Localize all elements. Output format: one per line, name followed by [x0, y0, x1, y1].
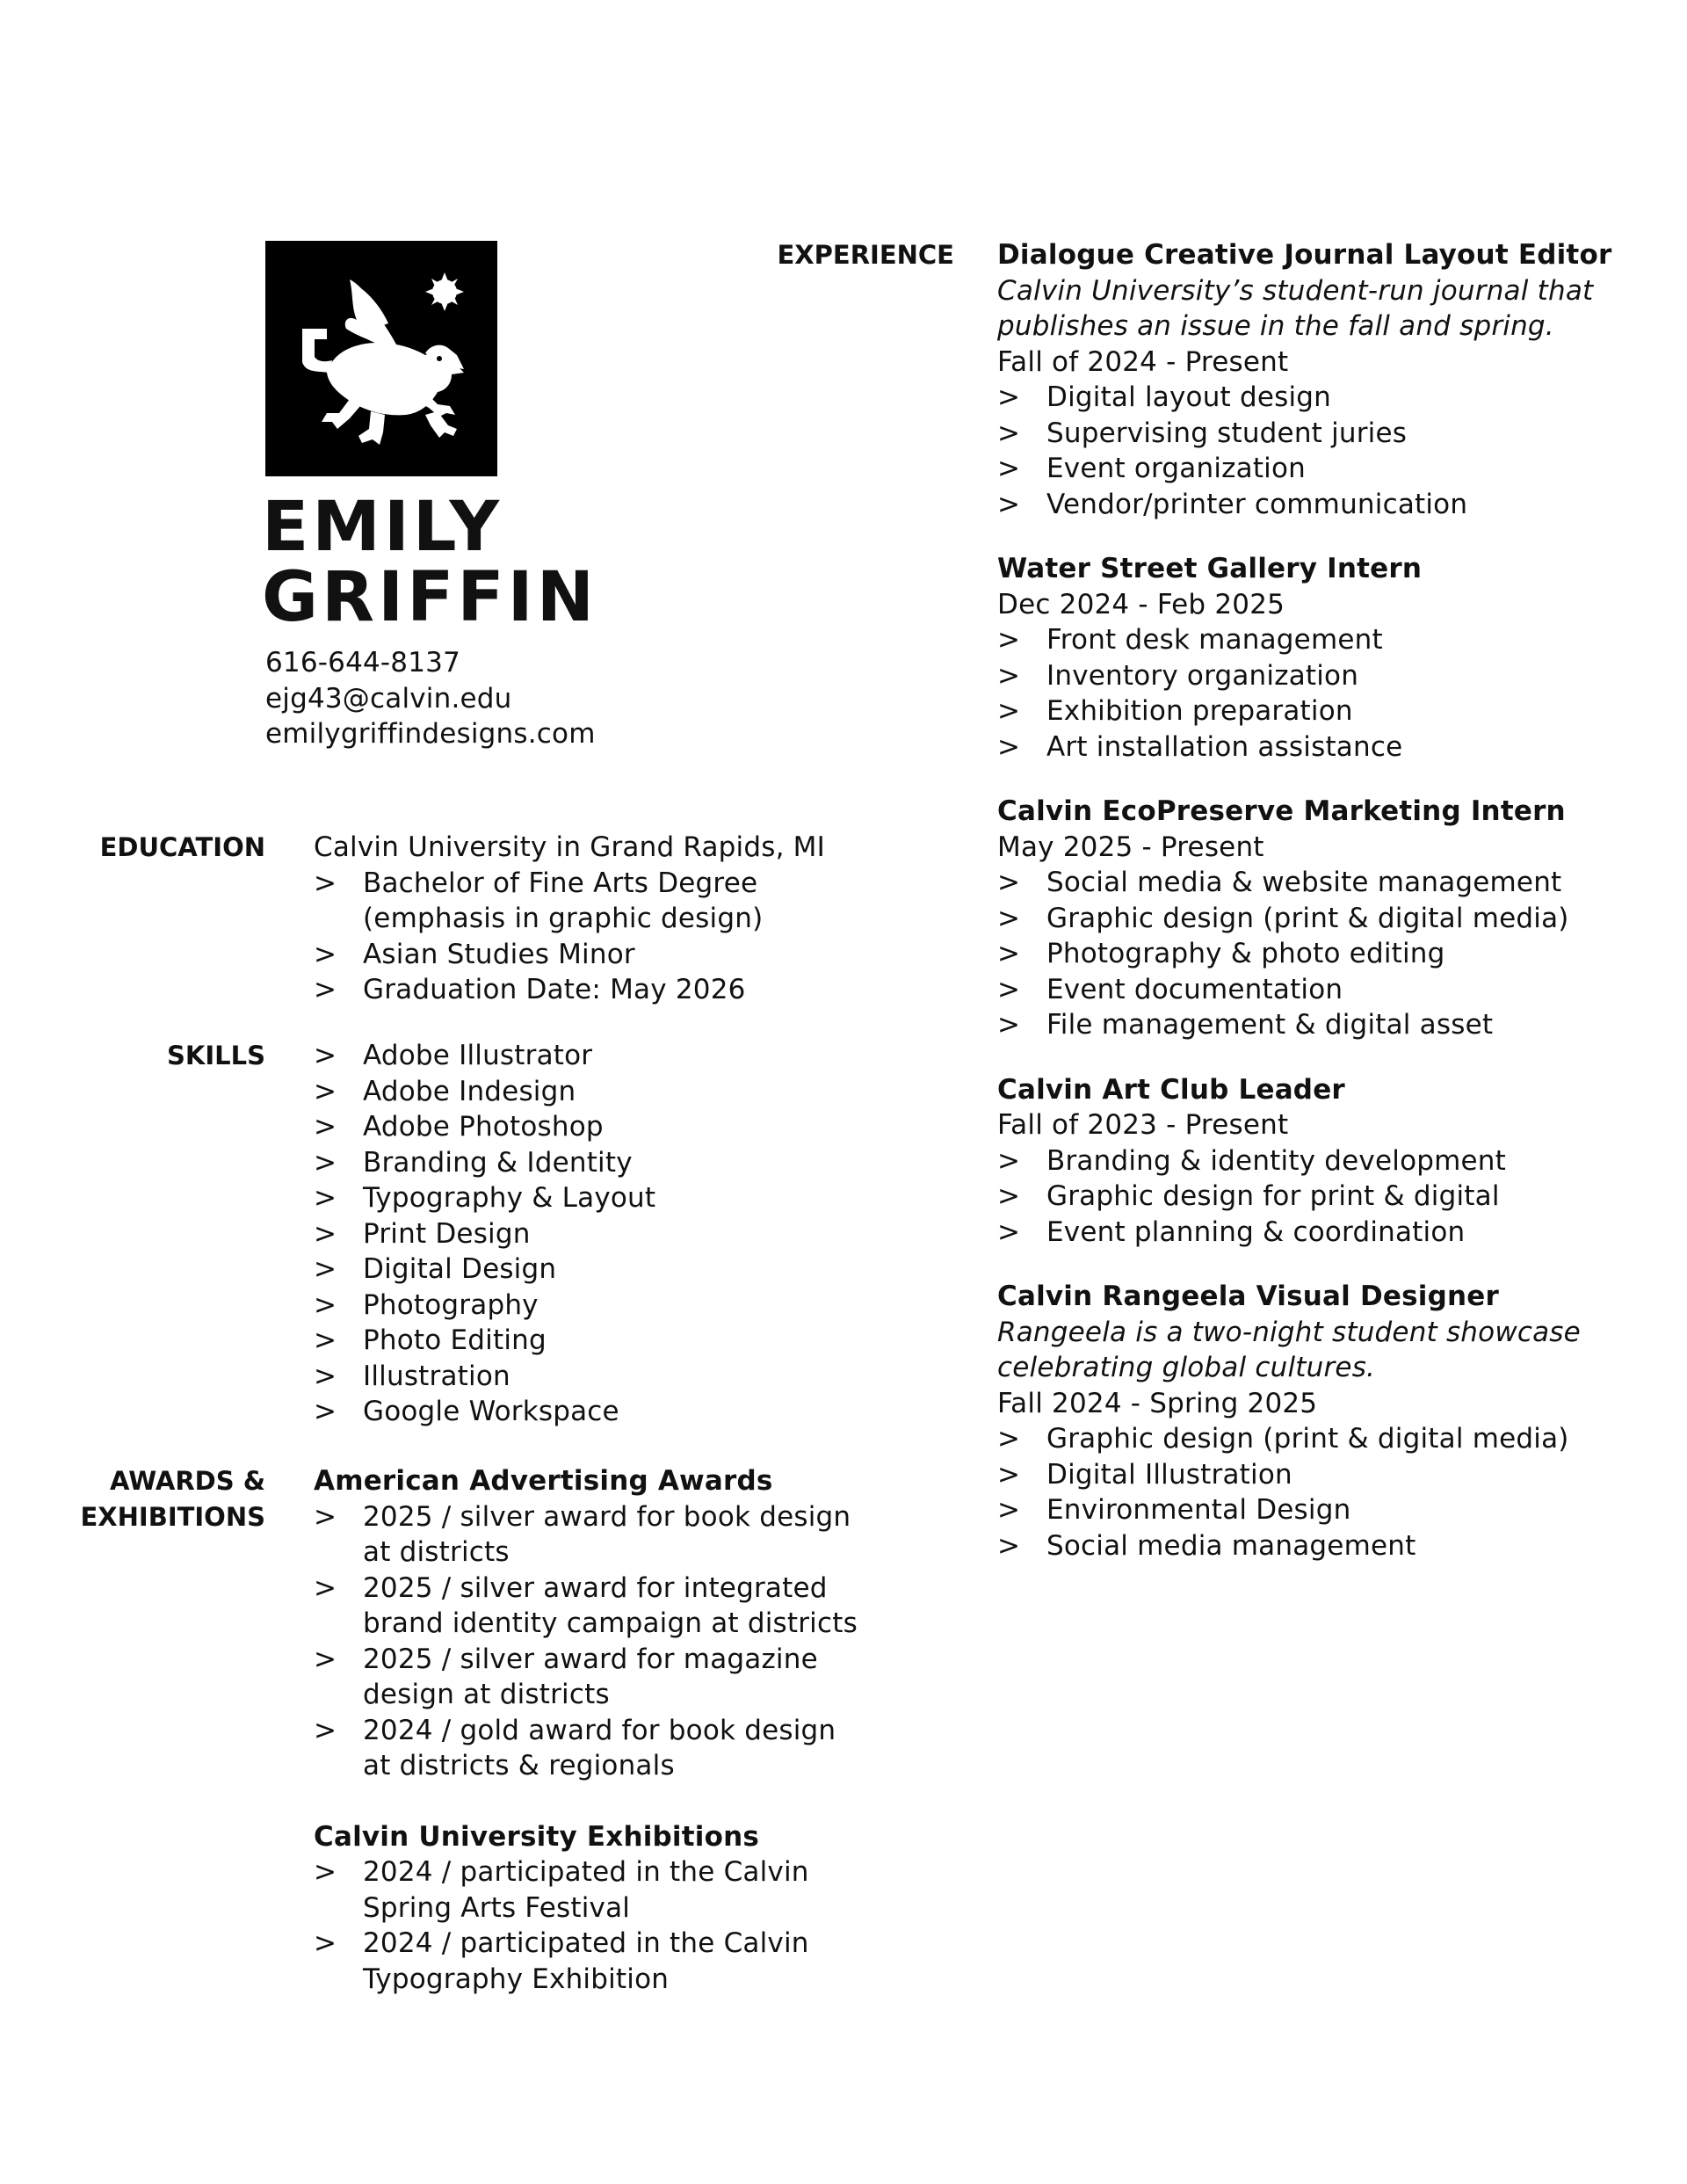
bullet-arrow-icon: > — [997, 659, 1021, 692]
job-duties — [997, 622, 1612, 765]
list-item: > Front desk management — [997, 622, 1612, 658]
exhibitions-list — [314, 1854, 867, 1997]
job-description: Calvin University’s student-run journal that publishes an issue in the fall and spring. — [997, 274, 1594, 342]
list-item: > Illustration — [314, 1359, 876, 1395]
list-item: > Photography & photo editing — [997, 936, 1612, 972]
bullet-arrow-icon: > — [314, 867, 337, 899]
list-item: > Social media & website management — [997, 865, 1612, 901]
bullet-arrow-icon: > — [314, 974, 337, 1005]
list-item: > Event organization — [997, 451, 1612, 487]
list-item: > 2025 / silver award for integrated brand identity campaign at districts — [314, 1571, 858, 1639]
list-item: > Graphic design (print & digital media) — [997, 901, 1612, 937]
bullet-arrow-icon: > — [314, 1856, 337, 1888]
job-dates: Fall of 2023 - Present — [997, 1109, 1289, 1141]
list-item: > Art installation assistance — [997, 729, 1612, 765]
job-duties — [997, 380, 1612, 522]
education-section — [314, 830, 876, 1008]
experience-entry — [997, 1279, 1612, 1564]
experience-entry — [997, 551, 1612, 765]
contact-block — [265, 645, 596, 752]
job-dates: Fall 2024 - Spring 2025 — [997, 1387, 1318, 1419]
list-item: > Bachelor of Fine Arts Degree (emphasis in graphic design) — [314, 867, 764, 934]
list-item: > Graphic design (print & digital media) — [997, 1421, 1612, 1457]
bullet-arrow-icon: > — [314, 1500, 337, 1533]
bullet-arrow-icon: > — [997, 1423, 1021, 1455]
job-title: Calvin EcoPreserve Marketing Intern — [997, 795, 1566, 827]
awards-heading — [80, 1463, 265, 1535]
list-item: > Branding & Identity — [314, 1145, 876, 1181]
skills-section — [314, 1038, 876, 1430]
list-item: > 2024 / participated in the Calvin Spring Arts Festival — [314, 1856, 809, 1924]
bullet-arrow-icon: > — [314, 1643, 337, 1675]
list-item: > Supervising student juries — [997, 416, 1612, 452]
job-title: Dialogue Creative Journal Layout Editor — [997, 239, 1612, 271]
bullet-arrow-icon: > — [997, 1180, 1021, 1212]
griffin-logo-icon — [265, 241, 497, 476]
experience-section — [997, 237, 1612, 1564]
job-title: Water Street Gallery Intern — [997, 553, 1423, 584]
list-item: > Photography — [314, 1288, 876, 1324]
bullet-arrow-icon: > — [314, 1396, 337, 1427]
list-item: > Google Workspace — [314, 1394, 876, 1430]
skills-heading: SKILLS — [167, 1041, 265, 1070]
bullet-arrow-icon: > — [314, 938, 337, 970]
bullet-arrow-icon: > — [314, 1288, 337, 1321]
list-item: > Asian Studies Minor — [314, 937, 876, 973]
bullet-arrow-icon: > — [997, 381, 1021, 413]
bullet-arrow-icon: > — [314, 1324, 337, 1356]
list-item: > Event planning & coordination — [997, 1215, 1612, 1251]
email-address[interactable]: ejg43@calvin.edu — [265, 682, 512, 715]
job-dates: Dec 2024 - Feb 2025 — [997, 588, 1285, 620]
job-dates: May 2025 - Present — [997, 831, 1264, 863]
phone-number: 616-644-8137 — [265, 647, 461, 678]
list-item: > Typography & Layout — [314, 1180, 876, 1216]
list-item: > Vendor/printer communication — [997, 487, 1612, 523]
experience-heading: EXPERIENCE — [777, 240, 954, 270]
bullet-arrow-icon: > — [314, 1714, 337, 1746]
bullet-arrow-icon: > — [997, 453, 1021, 484]
bullet-arrow-icon: > — [997, 1009, 1021, 1041]
education-list — [314, 866, 876, 1008]
list-item: > File management & digital asset — [997, 1007, 1612, 1043]
bullet-arrow-icon: > — [997, 938, 1021, 969]
list-item: > 2025 / silver award for magazine design at districts — [314, 1643, 818, 1710]
education-heading: EDUCATION — [99, 832, 265, 862]
list-item: > Print Design — [314, 1216, 876, 1252]
list-item: > Digital Illustration — [997, 1457, 1612, 1493]
experience-entry — [997, 1072, 1612, 1251]
bullet-arrow-icon: > — [997, 1529, 1021, 1562]
bullet-arrow-icon: > — [314, 1075, 337, 1107]
experience-entry — [997, 794, 1612, 1043]
list-item: > Branding & identity development — [997, 1143, 1612, 1179]
name-first: EMILY — [262, 488, 503, 567]
list-item: > Graduation Date: May 2026 — [314, 972, 876, 1008]
job-description: Rangeela is a two-night student showcase celebrating global cultures. — [997, 1316, 1581, 1383]
bullet-arrow-icon: > — [997, 730, 1021, 763]
bullet-arrow-icon: > — [314, 1927, 337, 1959]
experience-entry — [997, 237, 1612, 522]
bullet-arrow-icon: > — [997, 695, 1021, 727]
list-item: > 2024 / gold award for book design at districts & regionals — [314, 1714, 836, 1781]
bullet-arrow-icon: > — [997, 1215, 1021, 1248]
list-item: > Graphic design for print & digital — [997, 1179, 1612, 1215]
bullet-arrow-icon: > — [997, 1494, 1021, 1526]
job-duties — [997, 1421, 1612, 1564]
bullet-arrow-icon: > — [314, 1040, 337, 1071]
list-item: > Digital layout design — [997, 380, 1612, 416]
awards-list — [314, 1499, 867, 1784]
list-item: > Social media management — [997, 1528, 1612, 1564]
list-item: > 2024 / participated in the Calvin Typography Exhibition — [314, 1927, 809, 1995]
list-item: > Exhibition preparation — [997, 693, 1612, 729]
list-item: > 2025 / silver award for book design at districts — [314, 1500, 851, 1568]
bullet-arrow-icon: > — [997, 417, 1021, 449]
bullet-arrow-icon: > — [314, 1360, 337, 1392]
list-item: > Adobe Photoshop — [314, 1109, 876, 1145]
list-item: > Adobe Indesign — [314, 1074, 876, 1110]
awards-heading-line1: AWARDS & — [110, 1466, 265, 1496]
bullet-arrow-icon: > — [997, 1458, 1021, 1491]
bullet-arrow-icon: > — [997, 624, 1021, 656]
awards-section — [314, 1463, 867, 1997]
candidate-name — [262, 488, 597, 637]
bullet-arrow-icon: > — [997, 1144, 1021, 1177]
bullet-arrow-icon: > — [314, 1571, 337, 1604]
bullet-arrow-icon: > — [997, 867, 1021, 898]
bullet-arrow-icon: > — [314, 1182, 337, 1214]
job-duties — [997, 1143, 1612, 1251]
bullet-arrow-icon: > — [997, 902, 1021, 934]
name-last: GRIFFIN — [262, 558, 597, 637]
job-title: Calvin Art Club Leader — [997, 1073, 1345, 1106]
skills-list — [314, 1038, 876, 1430]
education-school: Calvin University in Grand Rapids, MI — [314, 831, 825, 863]
bullet-arrow-icon: > — [314, 1217, 337, 1250]
bullet-arrow-icon: > — [997, 973, 1021, 1005]
list-item: > Inventory organization — [997, 658, 1612, 694]
list-item: > Environmental Design — [997, 1492, 1612, 1528]
bullet-arrow-icon: > — [314, 1146, 337, 1179]
job-duties — [997, 865, 1612, 1043]
bullet-arrow-icon: > — [314, 1253, 337, 1285]
website-link[interactable]: emilygriffindesigns.com — [265, 718, 596, 750]
list-item: > Photo Editing — [314, 1323, 876, 1359]
job-title: Calvin Rangeela Visual Designer — [997, 1281, 1499, 1312]
bullet-arrow-icon: > — [997, 488, 1021, 520]
bullet-arrow-icon: > — [314, 1111, 337, 1143]
awards-heading-line2: EXHIBITIONS — [80, 1501, 265, 1532]
list-item: > Event documentation — [997, 972, 1612, 1008]
job-dates: Fall of 2024 - Present — [997, 345, 1289, 378]
awards-group-title: American Advertising Awards — [314, 1465, 773, 1497]
list-item: > Adobe Illustrator — [314, 1038, 876, 1074]
exhibitions-group-title: Calvin University Exhibitions — [314, 1820, 760, 1853]
list-item: > Digital Design — [314, 1252, 876, 1288]
